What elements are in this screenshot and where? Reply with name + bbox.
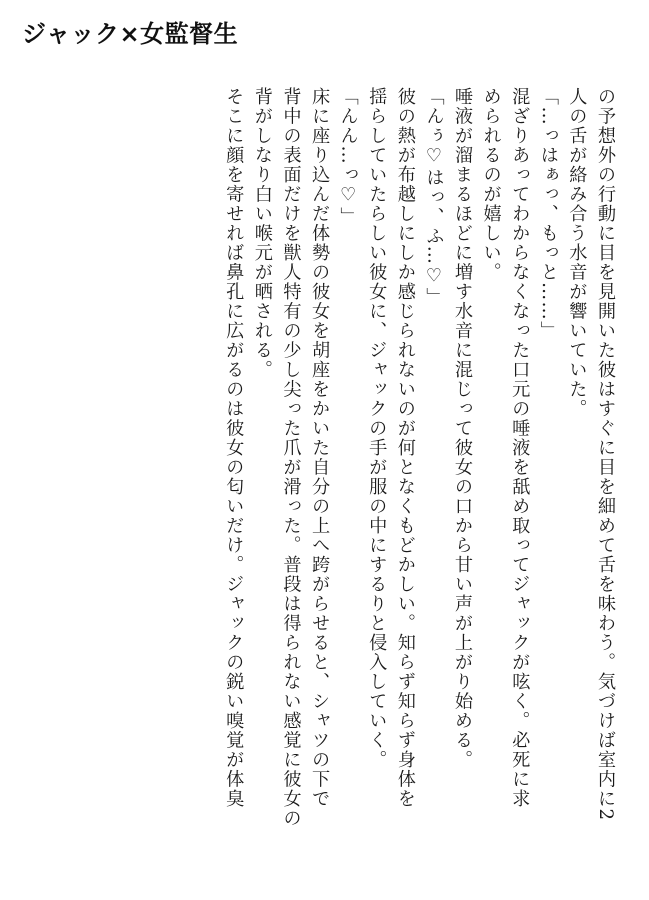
novel-body-text bbox=[219, 87, 619, 887]
text-line: 背中の表面だけを獣人特有の少し尖った爪が滑った。普段は得られない感覚に彼女の bbox=[280, 87, 302, 828]
text-line: 背がしなり白い喉元が晒される。 bbox=[251, 87, 273, 380]
text-line: 「んぅ♡はっ、ふ…♡」 bbox=[423, 87, 445, 308]
text-line: 揺らしていたらしい彼女に、ジャックの手が服の中にするりと侵入していく。 bbox=[366, 87, 388, 770]
page-title: ジャック×女監督生 bbox=[22, 20, 239, 48]
text-line: の予想外の行動に目を見開いた彼はすぐに目を細めて舌を味わう。気づけば室内に2 bbox=[595, 87, 616, 822]
text-line: められるのが嬉しい。 bbox=[480, 87, 502, 282]
text-line: 混ざりあってわからなくなった口元の唾液を舐め取ってジャックが呟く。必死に求 bbox=[509, 87, 531, 809]
text-line: 「んん…っ♡」 bbox=[337, 87, 359, 227]
text-line: 「…っはぁっ、もっと……」 bbox=[537, 87, 559, 341]
text-line: 人の舌が絡み合う水音が響いていた。 bbox=[566, 87, 588, 419]
text-line: 彼の熱が布越しにしか感じられないのが何となくもどかしい。知らず知らず身体を bbox=[394, 87, 416, 809]
text-line: 唾液が溜まるほどに増す水音に混じって彼女の口から甘い声が上がり始める。 bbox=[452, 87, 474, 770]
text-line: そこに顔を寄せれば鼻孔に広がるのは彼女の匂いだけ。ジャックの鋭い嗅覚が体臭 bbox=[223, 87, 245, 809]
text-line: 床に座り込んだ体勢の彼女を胡座をかいた自分の上へ跨がらせると、シャツの下で bbox=[309, 87, 331, 809]
